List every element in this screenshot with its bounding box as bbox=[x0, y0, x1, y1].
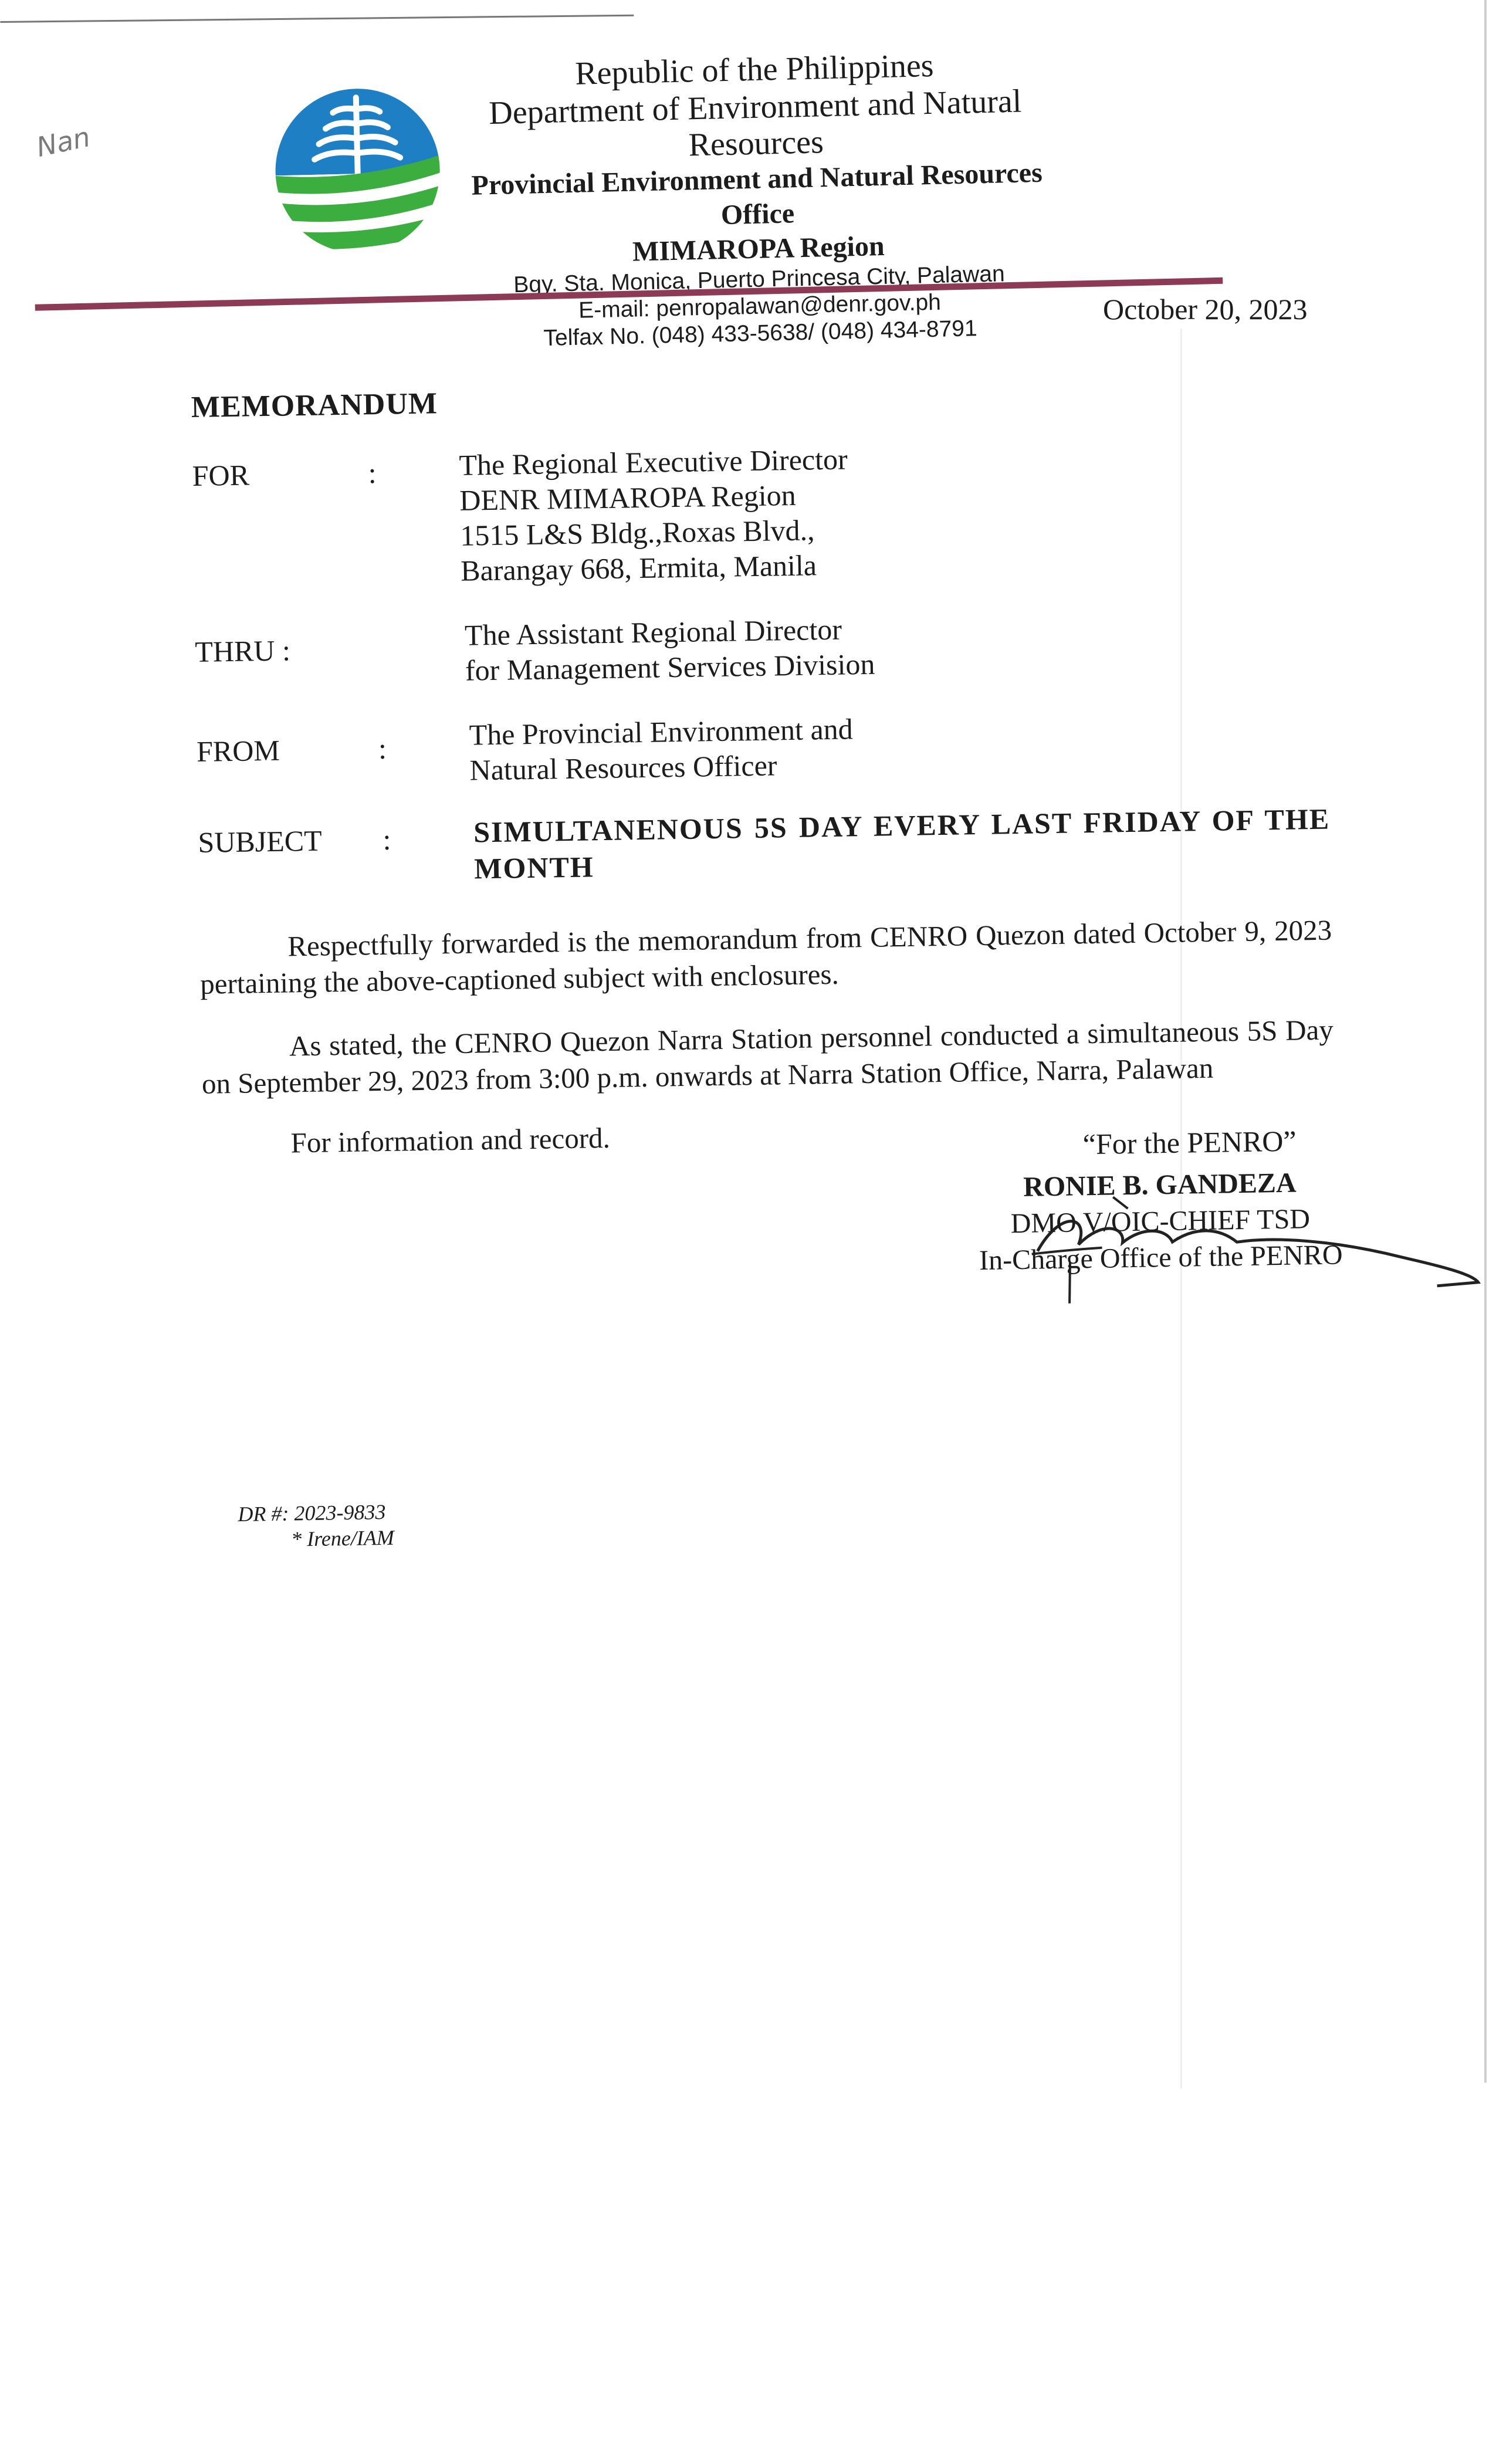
for-value bbox=[459, 441, 849, 588]
thru-value bbox=[465, 611, 875, 688]
memo-title: MEMORANDUM bbox=[191, 387, 438, 424]
signatory-title: DMO V/OIC-CHIEF TSD bbox=[1010, 1203, 1311, 1240]
thru-line: The Assistant Regional Director bbox=[464, 612, 842, 652]
region-line: MIMAROPA Region bbox=[632, 230, 885, 268]
department-line: Department of Environment and Natural Resources bbox=[488, 83, 1022, 164]
paragraph-2 bbox=[201, 1012, 1335, 1102]
republic-line: Republic of the Philippines bbox=[574, 47, 935, 92]
email-line: E-mail: penropalawan@denr.gov.ph bbox=[578, 289, 942, 323]
for-the-penro: “For the PENRO” bbox=[1082, 1124, 1297, 1161]
from-line: The Provincial Environment and bbox=[469, 712, 854, 752]
dr-number: DR #: 2023-9833 bbox=[238, 1500, 386, 1526]
indent bbox=[201, 1056, 289, 1057]
signatory-name: RONIE B. GANDEZA bbox=[1023, 1167, 1297, 1203]
paragraph-1-text: Respectfully forwarded is the memorandum from CENRO Quezon dated October 9, 2023 pertaining the above-captioned subject with enclosures. bbox=[199, 913, 1332, 1000]
initials: * Irene/IAM bbox=[290, 1525, 395, 1551]
paragraph-1 bbox=[199, 912, 1333, 1003]
memo-date: October 20, 2023 bbox=[1103, 293, 1308, 326]
office-line: Provincial Environment and Natural Resources Office bbox=[471, 157, 1043, 231]
from-label: FROM bbox=[196, 733, 280, 768]
subject-label: SUBJECT bbox=[198, 824, 323, 859]
scan-right-edge bbox=[1484, 0, 1487, 2083]
from-colon: : bbox=[378, 732, 387, 766]
for-line: DENR MIMAROPA Region bbox=[459, 478, 797, 517]
from-value bbox=[469, 711, 854, 787]
denr-logo-icon bbox=[270, 84, 445, 258]
from-line: Natural Resources Officer bbox=[469, 749, 777, 787]
for-line: The Regional Executive Director bbox=[459, 442, 848, 482]
thru-label: THRU : bbox=[194, 634, 291, 668]
paragraph-2-text: As stated, the CENRO Quezon Narra Station personnel conducted a simultaneous 5S Day on September 29, 2023 from 3:00 p.m. onwards at Narra Station Office, Narra, Palawan bbox=[201, 1013, 1334, 1100]
signatory-office: In-Charge Office of the PENRO bbox=[979, 1239, 1343, 1277]
subject-colon: : bbox=[383, 823, 391, 856]
thru-line: for Management Services Division bbox=[465, 647, 875, 687]
for-line: 1515 L&S Bldg.,Roxas Blvd., bbox=[459, 513, 815, 552]
reference-block bbox=[238, 1499, 394, 1553]
paragraph-3: For information and record. bbox=[290, 1121, 611, 1159]
telfax-line: Telfax No. (048) 433-5638/ (048) 434-8791 bbox=[543, 316, 978, 351]
subject-value: SIMULTANENOUS 5S DAY EVERY LAST FRIDAY OF THE MONTH bbox=[473, 802, 1331, 885]
handwritten-margin-note: Nan bbox=[33, 121, 93, 163]
indent bbox=[200, 956, 288, 957]
for-colon: : bbox=[368, 456, 377, 490]
for-label: FOR bbox=[192, 458, 250, 492]
letterhead-text bbox=[446, 43, 1068, 354]
scan-edge-line bbox=[0, 0, 634, 23]
for-line: Barangay 668, Ermita, Manila bbox=[460, 549, 817, 587]
memo-body bbox=[191, 357, 1354, 1607]
address-line: Bgy. Sta. Monica, Puerto Princesa City, Palawan bbox=[513, 261, 1006, 298]
signature-block bbox=[954, 1164, 1366, 1280]
